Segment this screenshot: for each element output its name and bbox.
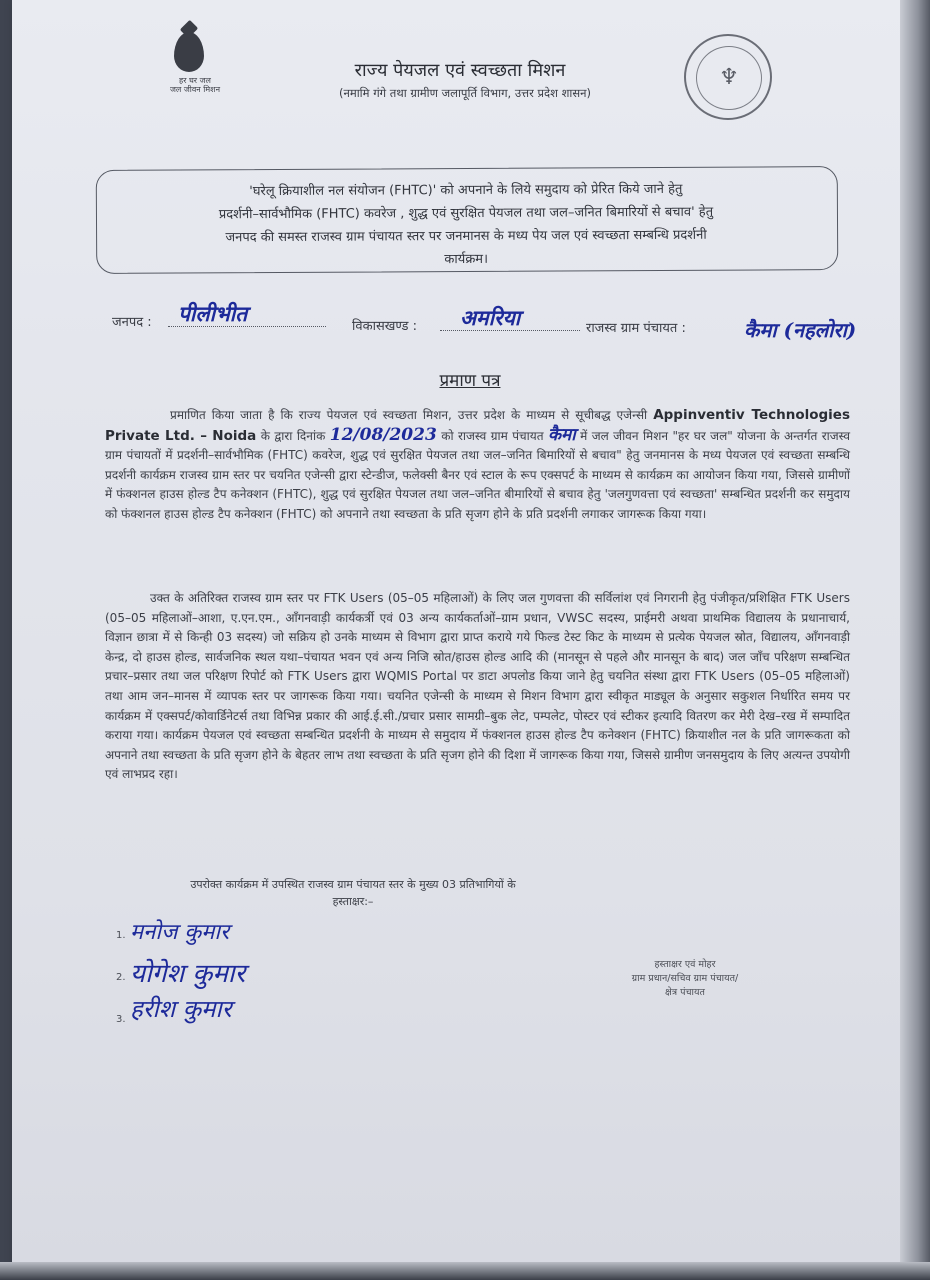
signature-3-number: 3. xyxy=(116,1014,126,1025)
district-value: पीलीभीत xyxy=(178,301,248,326)
title-line-3: जनपद की समस्त राजस्व ग्राम पंचायत स्तर पर जनमानस के मध्य पेय जल एवं स्वच्छता सम्बन्धि प्रदर्शनी xyxy=(225,227,707,246)
program-date: 12/08/2023 xyxy=(329,424,437,445)
panchayat-label: राजस्व ग्राम पंचायत : xyxy=(586,321,686,336)
signature-intro-line-1: उपरोक्त कार्यक्रम में उपस्थित राजस्व ग्राम पंचायत स्तर के मुख्य 03 प्रतिभागियों के xyxy=(190,878,516,891)
signature-intro xyxy=(118,876,588,910)
header-subtitle: (नमामि गंगे तथा ग्रामीण जलापूर्ति विभाग, उत्तर प्रदेश शासन) xyxy=(338,86,592,100)
signature-2-number: 2. xyxy=(116,972,126,983)
signature-1-number: 1. xyxy=(116,930,126,941)
title-line-2: प्रदर्शनी–सार्वभौमिक (FHTC) कवरेज , शुद्ध एवं सुरक्षित पेयजल तथा जल–जनित बिमारियों से बचाव' हेतु xyxy=(218,204,714,223)
p1-date-prefix: के द्वारा दिनांक xyxy=(260,428,326,443)
program-title-box xyxy=(96,166,839,274)
stamp-block xyxy=(585,958,785,1000)
logo-text: हर घर जल xyxy=(179,76,211,85)
har-ghar-jal-logo xyxy=(160,30,220,110)
signature-3: हरीश कुमार xyxy=(130,995,232,1023)
signature-2: योगेश कुमार xyxy=(130,959,246,989)
p1-date-suffix: को राजस्व ग्राम पंचायत xyxy=(441,428,544,443)
signature-intro-line-2: हस्ताक्षर:– xyxy=(332,895,374,908)
village-name: कैमा xyxy=(548,424,576,445)
logo-subtext: जल जीवन मिशन xyxy=(169,85,221,94)
p1-start: प्रमाणित किया जाता है कि राज्य पेयजल एवं स्वच्छता मिशन, उत्तर प्रदेश के माध्यम से सूचीबद्ध एजेन्सी xyxy=(170,408,648,422)
paragraph-1 xyxy=(105,406,850,525)
paragraph-2: उक्त के अतिरिक्त राजस्व ग्राम स्तर पर FTK Users (05–05 महिलाओं) के लिए जल गुणवत्ता की सर्विलांश एवं निगरानी हेतु पंजीकृत/प्रशिक्षित FTK Users (05–05 महिलाओं–आशा, ए.एन.एम., आँगनवाड़ी कार्यकर्त्री एवं 03 अन्य कार्यकर्ताओं–ग्राम प्रधान, VWSC सदस्य, प्राईमरी अथवा प्राथमिक विद्यालय के प्रधानाचार्य, विज्ञान छात्रा में से किन्ही 03 सदस्य) जो सक्रिय हो उनके माध्यम से विभाग द्वारा प्राप्त कराये गये फिल्ड टेस्ट किट के माध्यम से प्रत्येक पेयजल स्रोत, विद्यालय, आँगनवाड़ी केन्द्र, दो हाउस होल्ड, सार्वजनिक स्थल यथा–पंचायत भवन एवं अन्य निजि स्रोत/हाउस होल्ड आदि की (मानसून से पहले और मानसून के बाद) जल जाँच परिक्षण सम्बन्धित प्रचार–प्रसार तथा जल परिक्षण रिपोर्ट को FTK Users द्वारा WQMIS Portal पर डाटा अपलोड किया जाने हेतु चयनित संस्था द्वारा FTK Users (05–05 महिलाओं) तथा आम जन–मानस में व्यापक स्तर पर जागरूक किया गया। चयनित एजेन्सी के माध्यम से मिशन विभाग द्वारा स्वीकृत माड्यूल के अनुसार सकुशल निर्धारित समय पर कार्यक्रम में एक्सपर्ट/कोवार्डिनेटर्स तथा विभिन्न प्रकार की आई.ई.सी./प्रचार प्रसार सामग्री–बुक लेट, पम्पलेट, पोस्टर एवं स्टीकर इत्यादि वितरण कर मेरी देख–रख में सम्पादित कराया गया। कार्यक्रम पेयजल एवं स्वच्छता सम्बन्धित प्रदर्शनी के माध्यम से समुदाय में फंक्शनल हाउस होल्ड टैप कनेक्शन (FHTC) क्रियाशील नल के प्रति जागरूकता को अपनाने तथा स्वच्छता के प्रति सृजग होने के बेहतर लाभ तथा स्वच्छता के प्रति सृजग होने की दिशा में जागरूक किया गया, जिससे ग्रामीण जनसमुदाय के लिए अत्यन्त उपयोगी एवं लाभप्रद रहा। xyxy=(105,591,850,782)
certificate-title: प्रमाण पत्र xyxy=(439,371,501,391)
stamp-line-3: क्षेत्र पंचायत xyxy=(665,987,705,998)
title-line-4: कार्यक्रम। xyxy=(444,251,489,268)
table-surface xyxy=(0,1262,930,1280)
stamp-line-1: हस्ताक्षर एवं मोहर xyxy=(654,959,716,970)
up-state-emblem xyxy=(684,34,772,120)
water-drop-icon xyxy=(174,32,204,72)
agency-name: Appinventiv Technologies Private Ltd. – Noida xyxy=(105,407,850,444)
emblem-ring xyxy=(696,46,762,110)
panchayat-value: कैमा (नहलोरा) xyxy=(744,318,857,342)
block-value: अमरिया xyxy=(460,305,521,330)
header-title: राज्य पेयजल एवं स्वच्छता मिशन xyxy=(354,60,566,81)
stamp-line-2: ग्राम प्रधान/सचिव ग्राम पंचायत/ xyxy=(631,973,739,984)
emblem-symbol-icon: ♆ xyxy=(719,65,739,90)
district-label: जनपद : xyxy=(112,315,152,330)
signature-1: मनोज कुमार xyxy=(130,920,230,945)
block-label: विकासखण्ड : xyxy=(352,319,418,334)
title-line-1: 'घरेलू क्रियाशील नल संयोजन (FHTC)' को अपनाने के लिये समुदाय को प्रेरित किये जाने हेतु xyxy=(249,181,683,200)
paper-edge xyxy=(900,0,930,1280)
p1-rest: में जल जीवन मिशन "हर घर जल" योजना के अन्तर्गत राजस्व ग्राम पंचायतों में प्रदर्शनी–सार्वभौमिक (FHTC) कवरेज, शुद्ध एवं सुरक्षित पेयजल तथा जल–जनित बिमारियों से बचाव" हेतु जनमानस के मध्य पेयजल एवं स्वच्छता सम्बन्धि प्रदर्शनी कार्यक्रम राजस्व ग्राम स्तर पर चयनित एजेन्सी द्वारा स्टेन्डीज, फलेक्सी बैनर एवं स्टाल के रूप एक्सपर्ट के माध्यम से कार्यक्रम का आयोजन किया गया, जिससे ग्रामीणों में फंक्शनल हाउस होल्ड टैप कनेक्शन (FHTC), शुद्ध एवं सुरक्षित पेयजल तथा जल–जनित बीमारियों से बचाव हेतु 'जलगुणवत्ता एवं स्वच्छता' सम्बन्धित प्रदर्शनी कर समुदाय को फंक्शनल हाउस होल्ड टैप कनेक्शन (FHTC) को अपनाने तथा स्वच्छता के प्रति सृजग होने के प्रति प्रदर्शनी लगाकर जागरूक किया गया। xyxy=(105,428,850,521)
